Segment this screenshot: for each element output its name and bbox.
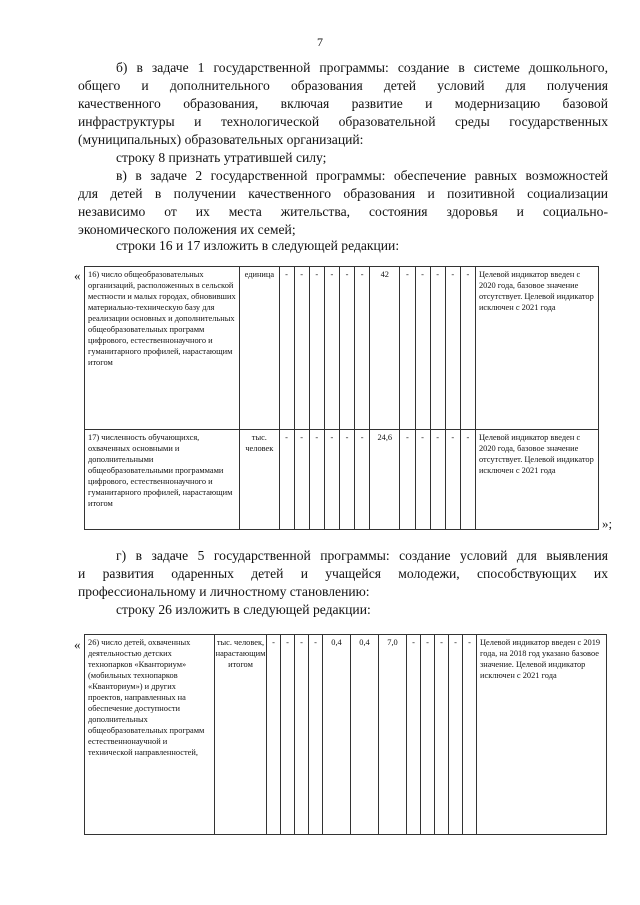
value-cell: -: [339, 430, 354, 530]
value-cell: -: [279, 430, 294, 530]
indicator-name: 16) число общеобразовательных организаций, расположенных в сельской местности и малых городах, обновивших материально-техническую базу для реализации основных и дополнительных общеобразовательных программ цифрового, естественнонаучного и гуманитарного профилей, нарастающим итогом: [85, 267, 240, 430]
value-cell: -: [421, 635, 435, 835]
indicator-note: Целевой индикатор введен с 2020 года, базовое значение отсутствует. Целевой индикатор исключен с 2021 года: [475, 430, 598, 530]
unit: тыс. человек, нарастающим итогом: [215, 635, 267, 835]
value-cell: -: [281, 635, 295, 835]
value-cell: -: [449, 635, 463, 835]
unit: единица: [240, 267, 279, 430]
page-number: 7: [317, 35, 323, 49]
value-cell: -: [430, 430, 445, 530]
unit: тыс. человек: [240, 430, 279, 530]
item-g-line-2: и развития одаренных детей и учащейся молодежи, способствующих их: [78, 566, 608, 581]
value-cell: -: [460, 430, 475, 530]
indicator-table-1: [84, 266, 599, 530]
value-cell: 24,6: [370, 430, 400, 530]
indicator-note: Целевой индикатор введен с 2019 года, на 2018 год указано базовое значение. Целевой индикатор исключен с 2021 года: [477, 635, 607, 835]
value-cell: 42: [370, 267, 400, 430]
value-cell: -: [339, 267, 354, 430]
close-quote-1: »;: [602, 516, 613, 531]
item-b-line-2: общего и дополнительного образования детей условий для получения: [78, 78, 608, 93]
value-cell: -: [267, 635, 281, 835]
value-cell: -: [294, 267, 309, 430]
value-cell: -: [294, 430, 309, 530]
value-cell: -: [435, 635, 449, 835]
open-quote-2: «: [74, 637, 81, 652]
value-cell: 0,4: [351, 635, 379, 835]
item-v-line-4: экономического положения их семей;: [78, 222, 296, 237]
value-cell: -: [460, 267, 475, 430]
item-b-line-4: инфраструктуры и технологической образовательной среды государственных: [78, 114, 608, 129]
row-8-instruction: строку 8 признать утратившей силу;: [116, 150, 327, 165]
value-cell: -: [309, 635, 323, 835]
item-b-line-1: б) в задаче 1 государственной программы: создание в системе дошкольного,: [116, 60, 608, 75]
table-row: [85, 430, 599, 530]
value-cell: -: [355, 267, 370, 430]
value-cell: -: [415, 267, 430, 430]
item-b-line-3: качественного образования, включая развитие и модернизацию базовой: [78, 96, 608, 111]
value-cell: -: [400, 267, 415, 430]
indicator-name: 17) численность обучающихся, охваченных основными и дополнительными общеобразовательными программами цифрового, естественнонаучного и гуманитарного профилей, нарастающим итогом: [85, 430, 240, 530]
table-row: [85, 267, 599, 430]
value-cell: 7,0: [379, 635, 407, 835]
value-cell: -: [400, 430, 415, 530]
value-cell: -: [415, 430, 430, 530]
row-26-instruction: строку 26 изложить в следующей редакции:: [116, 602, 371, 617]
value-cell: -: [279, 267, 294, 430]
item-b-line-5: (муниципальных) образовательных организаций:: [78, 132, 364, 147]
indicator-table-2: [84, 634, 607, 835]
value-cell: -: [407, 635, 421, 835]
open-quote-1: «: [74, 268, 81, 283]
value-cell: -: [295, 635, 309, 835]
value-cell: -: [463, 635, 477, 835]
item-v-line-2: для детей в получении качественного образования и позитивной социализации: [78, 186, 608, 201]
value-cell: -: [445, 430, 460, 530]
table-row: [85, 635, 607, 835]
item-g-line-3: профессиональному и личностному становлению:: [78, 584, 370, 599]
value-cell: -: [430, 267, 445, 430]
rows-16-17-instruction: строки 16 и 17 изложить в следующей редакции:: [116, 238, 400, 253]
value-cell: -: [324, 430, 339, 530]
item-g-line-1: г) в задаче 5 государственной программы: создание условий для выявления: [116, 548, 608, 563]
value-cell: -: [309, 267, 324, 430]
indicator-name: 26) число детей, охваченных деятельностью детских технопарков «Кванториум» (мобильных технопарков «Кванториум») и других проектов, направленных на обеспечение доступности дополнительных общеобразовательных программ естественнонаучной и технической направленностей,: [85, 635, 215, 835]
value-cell: -: [445, 267, 460, 430]
item-v-line-3: независимо от их места жительства, состояния здоровья и социально-: [78, 204, 608, 219]
value-cell: -: [324, 267, 339, 430]
value-cell: -: [355, 430, 370, 530]
item-v-line-1: в) в задаче 2 государственной программы: обеспечение равных возможностей: [116, 168, 608, 183]
value-cell: 0,4: [323, 635, 351, 835]
indicator-note: Целевой индикатор введен с 2020 года, базовое значение отсутствует. Целевой индикатор исключен с 2021 года: [475, 267, 598, 430]
value-cell: -: [309, 430, 324, 530]
